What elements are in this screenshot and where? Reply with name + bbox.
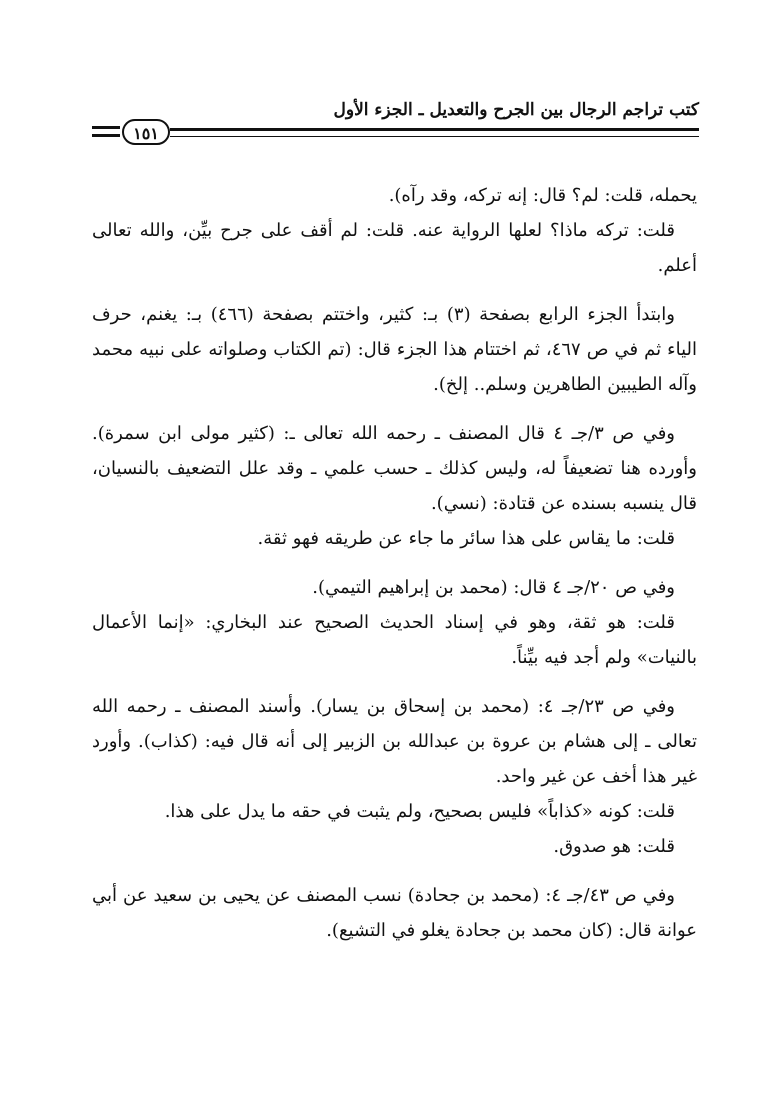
paragraph: وابتدأ الجزء الرابع بصفحة (٣) بـ: كثير، واختتم بصفحة (٤٦٦) بـ: يغنم، حرف الياء ثم في ص ٤٦٧، ثم اختتام هذا الجزء قال: (تم الكتاب وصلواته على نبيه محمد وآله الطيبين الطاهرين وسلم.. إلخ). [92, 304, 697, 395]
paragraph: قلت: تركه ماذا؟ لعلها الرواية عنه. قلت: لم أقف على جرح بيِّن، والله تعالى أعلم. [92, 220, 697, 276]
paragraph: وفي ص ٤٣/جـ ٤: (محمد بن جحادة) نسب المصنف عن يحيى بن سعيد عن أبي عوانة قال: (كان محمد بن جحادة يغلو في التشيع). [92, 885, 697, 941]
paragraph: قلت: ما يقاس على هذا سائر ما جاء عن طريقه فهو ثقة. [257, 528, 675, 549]
header-rule-thick [170, 128, 699, 131]
header-rule-ornament-top [92, 126, 120, 129]
main-text [92, 178, 697, 948]
paragraph: وفي ص ٢٣/جـ ٤: (محمد بن إسحاق بن يسار). وأسند المصنف ـ رحمه الله تعالى ـ إلى هشام بن عروة بن عبدالله بن الزبير إلى أنه قال فيه: (كذاب). وأورد غير هذا أخف عن غير واحد. [92, 696, 697, 787]
paragraph: قلت: كونه «كذاباً» فليس بصحيح، ولم يثبت في حقه ما يدل على هذا. [164, 801, 675, 822]
header-rule-thin [170, 136, 699, 137]
page-number: ١٥١ [122, 119, 170, 145]
paragraph: قلت: هو صدوق. [553, 836, 675, 857]
paragraph: يحمله، قلت: لم؟ قال: إنه تركه، وقد رآه). [388, 185, 697, 206]
paragraph: وفي ص ٣/جـ ٤ قال المصنف ـ رحمه الله تعالى ـ: (كثير مولى ابن سمرة). وأورده هنا تضعيفاً له، وليس كذلك ـ حسب علمي ـ وقد علل التضعيف بالنسيان، قال ينسبه بسنده عن قتادة: (نسي). [92, 423, 697, 514]
header-rule-ornament-bottom [92, 134, 120, 137]
paragraph: قلت: هو ثقة، وهو في إسناد الحديث الصحيح عند البخاري: «إنما الأعمال بالنيات» ولم أجد فيه بيِّناً. [92, 612, 697, 668]
paragraph: وفي ص ٢٠/جـ ٤ قال: (محمد بن إبراهيم التيمي). [312, 577, 675, 598]
running-header-title: كتب تراجم الرجال بين الجرح والتعديل ـ الجزء الأول [333, 100, 699, 120]
